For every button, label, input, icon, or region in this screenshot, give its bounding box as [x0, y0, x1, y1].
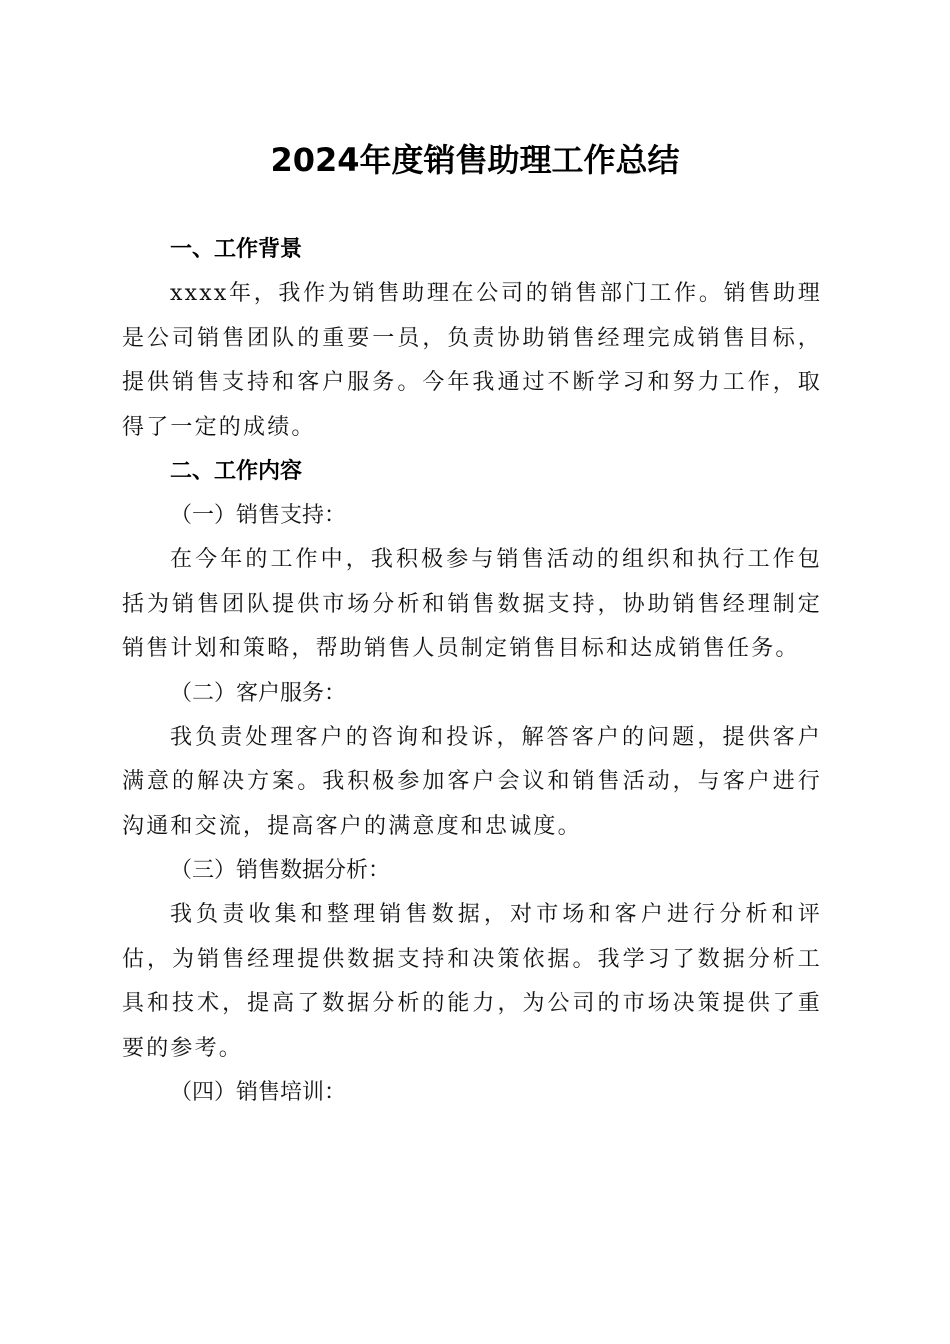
paragraph-sales-support: 在今年的工作中，我积极参与销售活动的组织和执行工作包括为销售团队提供市场分析和销售数据支持，协助销售经理制定销售计划和策略，帮助销售人员制定销售目标和达成销售任务。	[122, 547, 822, 661]
subheading-customer-service: （二）客户服务：	[170, 680, 347, 706]
section-heading-background: 一、工作背景	[170, 237, 303, 262]
paragraph-sales-data-analysis: 我负责收集和整理销售数据，对市场和客户进行分析和评估，为销售经理提供数据支持和决策依据。我学习了数据分析工具和技术，提高了数据分析的能力，为公司的市场决策提供了重要的参考。	[122, 902, 822, 1061]
document-title: 2024年度销售助理工作总结	[270, 141, 680, 179]
section-heading-work-content: 二、工作内容	[170, 459, 303, 484]
subheading-sales-support: （一）销售支持：	[170, 503, 347, 528]
subheading-sales-data-analysis: （三）销售数据分析：	[170, 858, 391, 883]
paragraph-customer-service: 我负责处理客户的咨询和投诉，解答客户的问题，提供客户满意的解决方案。我积极参加客户会议和销售活动，与客户进行沟通和交流，提高客户的满意度和忠诚度。	[122, 724, 822, 839]
subheading-sales-training: （四）销售培训：	[170, 1080, 347, 1105]
paragraph-background: xxxx年，我作为销售助理在公司的销售部门工作。销售助理是公司销售团队的重要一员，负责协助销售经理完成销售目标，提供销售支持和客户服务。今年我通过不断学习和努力工作，取得了一定的成绩。	[122, 281, 822, 440]
document-body	[122, 228, 822, 1115]
